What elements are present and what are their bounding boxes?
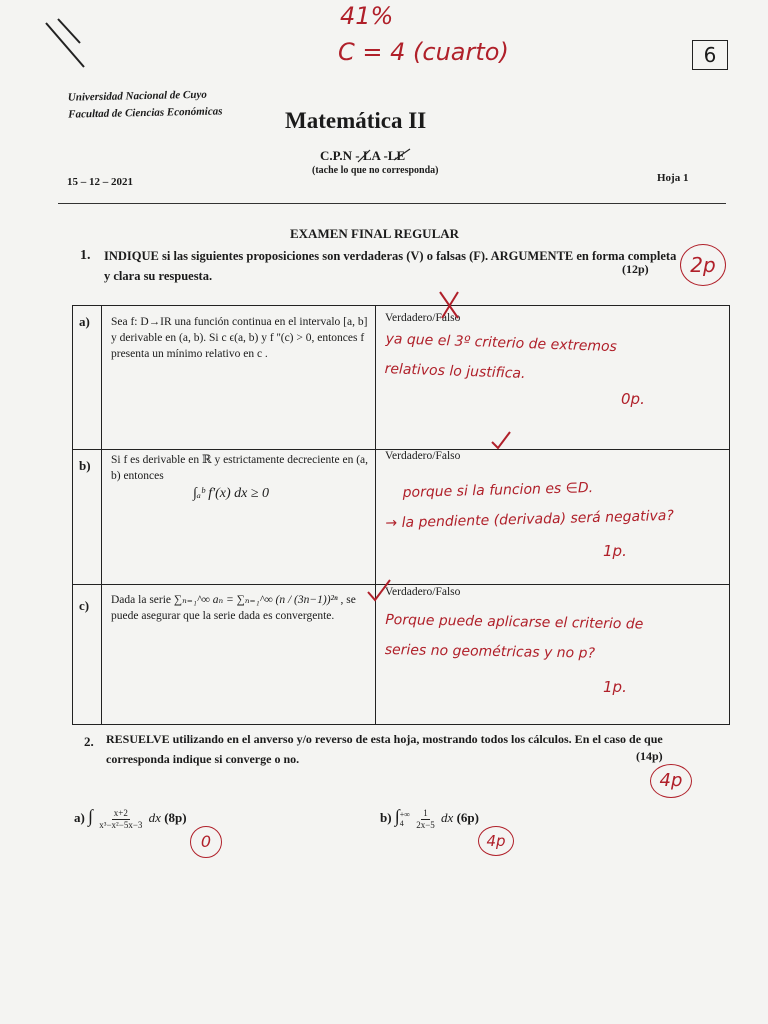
part-label: b) <box>380 810 392 825</box>
question-2-points: (14p) <box>636 749 663 763</box>
series-formula: ∑ₙ₌₁^∞ aₙ = ∑ₙ₌₁^∞ (n / (3n−1))²ⁿ <box>173 594 338 606</box>
question-2b-score-circle <box>478 826 514 856</box>
handwritten-answer <box>384 324 726 396</box>
part-points: (6p) <box>456 810 479 825</box>
question-2a-score: 0 <box>200 832 212 851</box>
answer-line: relativos lo justifica. <box>384 361 526 382</box>
integral-upper-limit: +∞ <box>399 810 410 820</box>
handwritten-answer <box>384 470 725 539</box>
integrand-fraction <box>416 808 435 831</box>
question-1-points: (12p) <box>622 262 649 276</box>
check-mark-icon <box>366 578 392 602</box>
pen-scribble <box>40 15 90 75</box>
differential: dx <box>441 810 454 825</box>
row-statement: Sea f: D→IR una función continua en el intervalo [a, b] y derivable en (a, b). Si c ϵ(a, b) y f ''(c) > 0, entonces f presenta un mínimo relativo en c . <box>111 316 368 360</box>
fraction-denominator: x³−x²−5x−3 <box>99 819 143 830</box>
integrand-fraction <box>99 808 142 831</box>
true-false-table <box>72 305 730 725</box>
integral-lower-limit: 4 <box>399 819 404 829</box>
fraction-numerator: 1 <box>423 807 428 818</box>
question-2-text: RESUELVE utilizando en el anverso y/o reverso de esta hoja, mostrando todos los cálculos. En el caso de que corresponda indique si converge o no. <box>106 732 663 766</box>
answer-line: porque si la funcion es ∈D. <box>402 479 594 501</box>
handwritten-percentage: 41% <box>340 2 394 30</box>
statement-prefix: Dada la serie <box>111 594 172 606</box>
faculty-name: Facultad de Ciencias Económicas <box>68 105 223 121</box>
table-col-divider <box>375 306 376 724</box>
question-1-score: 2p <box>690 253 716 277</box>
institution-header <box>68 86 223 123</box>
page-title: Matemática II <box>285 108 427 133</box>
true-false-label: Verdadero/Falso <box>385 312 461 324</box>
row-score: 0p. <box>621 390 645 408</box>
cross-mark-icon <box>436 290 462 320</box>
row-label: b) <box>79 458 91 473</box>
question-1-score-circle <box>680 244 726 286</box>
sheet-number: Hoja 1 <box>657 172 689 184</box>
row-score: 1p. <box>603 678 627 696</box>
statement-suffix: , se puede asegurar que la serie dada es convergente. <box>111 594 356 622</box>
fraction-denominator: 2x−5 <box>416 819 435 830</box>
question-2b: b) ∫ +∞ 4 $\frac{1}{2x-5}$ dx (6p) <box>380 806 479 830</box>
question-2-score-circle <box>650 764 692 798</box>
part-points: (8p) <box>164 810 187 825</box>
table-row-divider <box>73 584 729 585</box>
exam-date: 15 – 12 – 2021 <box>67 176 133 188</box>
row-statement <box>111 592 371 624</box>
fraction-numerator: x+2 <box>113 807 128 818</box>
check-mark-icon <box>490 430 512 450</box>
career-line: C.P.N - LA -LE <box>320 148 406 163</box>
university-name: Universidad Nacional de Cuyo <box>67 88 207 104</box>
career-strikethrough <box>356 146 416 166</box>
answer-line: Porque puede aplicarse el criterio de <box>385 612 644 633</box>
grade-box: 6 <box>692 40 728 70</box>
career-note: (tache lo que no corresponda) <box>312 165 439 176</box>
table-col-divider <box>101 306 102 724</box>
answer-line: ya que el 3º criterio de extremos <box>385 331 618 356</box>
header-divider <box>58 203 726 204</box>
handwritten-grade: C = 4 (cuarto) <box>338 38 509 66</box>
question-2a-score-circle <box>190 826 222 858</box>
part-label: a) <box>74 810 85 825</box>
row-score: 1p. <box>603 542 627 560</box>
integral-formula: ∫ₐᵇ f'(x) dx ≥ 0 <box>193 486 270 501</box>
exam-title: EXAMEN FINAL REGULAR <box>290 226 460 241</box>
true-false-label: Verdadero/Falso <box>385 450 461 462</box>
question-2-score: 4p <box>659 770 683 791</box>
question-2a: a) ∫ $\frac{x+2}{\text{x³−x²−5x−3}}$ dx (8p) <box>74 806 187 830</box>
differential: dx <box>148 810 161 825</box>
question-2-number: 2. <box>84 734 94 749</box>
true-false-label: Verdadero/Falso <box>385 586 461 598</box>
question-1-number: 1. <box>80 248 91 263</box>
row-label: a) <box>79 314 90 329</box>
handwritten-answer <box>385 605 726 671</box>
row-statement: Si f es derivable en ℝ y estrictamente decreciente en (a, b) entonces <box>111 454 369 482</box>
question-2b-score: 4p <box>486 832 506 850</box>
answer-line: series no geométricas y no p? <box>384 642 596 662</box>
row-label: c) <box>79 598 90 613</box>
question-1-text: INDIQUE si las siguientes proposiciones son verdaderas (V) o falsas (F). ARGUMENTE en forma completa y clara su respuesta. <box>104 249 677 283</box>
answer-line: → la pendiente (derivada) será negativa? <box>385 507 675 532</box>
